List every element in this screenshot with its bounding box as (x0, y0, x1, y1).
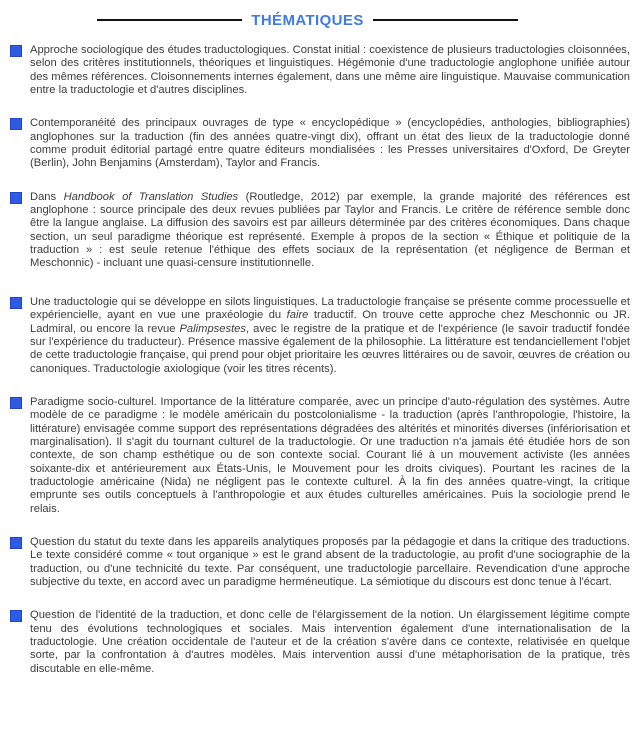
bullet-paragraph (10, 609, 630, 676)
bullet-square-icon (10, 118, 22, 130)
paragraph-text: Approche sociologique des études traductologiques. Constat initial : coexistence de plusieurs traductologies cloisonnées, selon des critères institutionnels, théoriques et linguistiques. Hégémonie d'une traductologie anglophone unifiée autour des mêmes références. Cloisonnements internes également, dans une même aire linguistique. Mauvaise communication entre la traductologie et d'autres disciplines. (30, 44, 630, 97)
paragraph-text: Question du statut du texte dans les appareils analytiques proposés par la pédagogie et dans la critique des traductions. Le texte considéré comme « tout organique » est le grand absent de la traductologie, au profit d'une sociographie de la traduction, ou d'une technicité du texte. Par conséquent, une traductologie parcellaire. Revendication d'une approche subjective du texte, en accord avec un paradigme herméneutique. La sémiotique du discours est donc tenue à l'écart. (30, 535, 630, 588)
paragraph-list (0, 44, 639, 676)
paragraph-text: Contemporanéité des principaux ouvrages de type « encyclopédique » (encyclopédies, anthologies, bibliographies) anglophones sur la traduction (fin des années quatre-vingt dix), offrant un état des lieux de la traductologie donné comme produit éditorial partagé entre quatre éditeurs mondialisées : les Presses universitaires d'Oxford, De Greyter (Berlin), John Benjamins (Amsterdam), Taylor and Francis. (30, 117, 630, 170)
bullet-paragraph (10, 44, 630, 97)
bullet-paragraph (10, 396, 630, 516)
bullet-square-icon (10, 537, 22, 549)
paragraph-text: Question de l'identité de la traduction, et donc celle de l'élargissement de la notion. Un élargissement légitime compte tenu des évolutions technologiques et sociales. Mais intervention également d'une internationalisation de la traductologie. Une création occidentale de l'auteur et de la création s'avère dans ce contexte, relativisée en quelque sorte, par la confrontation à d'autres modèles. Mais intervention aussi d'une métaphorisation de la pratique, très discutable en elle-même. (30, 609, 630, 675)
bullet-paragraph (10, 296, 630, 376)
title-rule-right (373, 19, 518, 21)
bullet-square-icon (10, 397, 22, 409)
bullet-paragraph (10, 191, 630, 271)
bullet-square-icon (10, 610, 22, 622)
page-title: THÉMATIQUES (251, 11, 364, 29)
bullet-square-icon (10, 45, 22, 57)
title-rule-left (97, 19, 242, 21)
paragraph-text: Paradigme socio-culturel. Importance de la littérature comparée, avec un principe d'auto-régulation des systèmes. Autre modèle de ce paradigme : le modèle américain du postcolonialisme - la traduction (après l'anthropologie, l'histoire, la littérature) envisagée comme support des représentations dégradées des altérités et minorités diverses (infériorisation et marginalisation). Il s'agit du tournant culturel de la traductologie. Or une traduction n'a jamais été étudiée hors de son contexte, de son champ esthétique ou de son contexte social. Courant lié à un mouvement activiste (les années soixante-dix et antérieurement aux États-Unis, le Mouvement pour les droits civiques). Pourtant les racines de la traductologie américaine (Nida) ne négligent pas le contexte culturel. À la fin des années quatre-vingt, la critique emprunte ses outils conceptuels à l'anthropologie et aux études culturelles américaines. Puis la sociologie prend le relais. (30, 395, 630, 515)
paragraph-text: Dans Handbook of Translation Studies (Routledge, 2012) par exemple, la grande majorité des références est anglophone : source principale des deux revues publiées par Taylor and Francis. Le critère de référence semble donc être la langue anglaise. La diffusion des savoirs est par ailleurs déterminée par des critères économiques. Dans chaque section, un seul paradigme théorique est représenté. Exemple à propos de la section « Éthique et politiquie de la traduction » : est seule retenue l'éthique des effets sociaux de la représentation (et négligence de Berman et Meschonnic) - incluant une quasi-censure institutionnelle. (30, 190, 630, 270)
bullet-square-icon (10, 297, 22, 309)
bullet-paragraph (10, 117, 630, 170)
bullet-paragraph (10, 536, 630, 589)
paragraph-text: Une traductologie qui se développe en silots linguistiques. La traductologie française se présente comme processuelle et expériencielle, ayant en vue une praxéologie du faire traductif. On trouve cette approche chez Meschonnic ou JR. Ladmiral, ou encore la revue Palimpsestes, avec le registre de la pratique et de l'expérience (le savoir traductif fondée sur l'expérience du traducteur). Présence massive également de la philosophie. La littérature est tendanciellement l'objet de cette traductologie française, qui prend pour objet prioritaire les œuvres littéraires ou de savoir, œuvres de création ou canoniques. Traductologie axiologique (voir les titres récents). (30, 295, 631, 375)
page-heading (0, 10, 627, 30)
bullet-square-icon (10, 192, 22, 204)
